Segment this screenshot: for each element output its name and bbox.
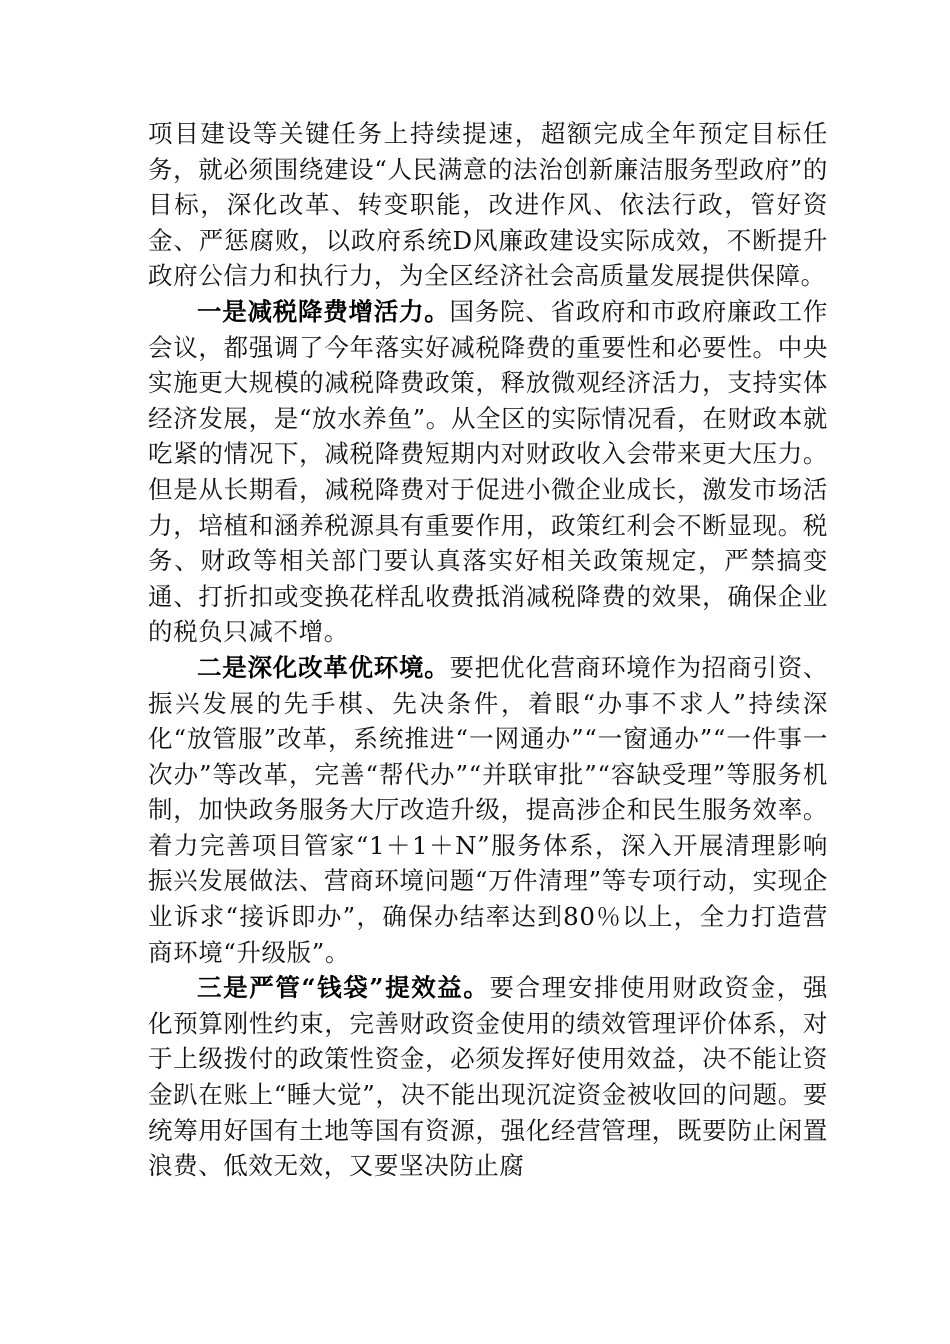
paragraph-fund-management [148,970,828,1184]
paragraph-lead: 二是深化改革优环境。 [197,652,450,682]
paragraph-tax-reduction [148,294,828,650]
document-page [148,116,828,1184]
paragraph-text: 国务院、省政府和市政府廉政工作会议，都强调了今年落实好减税降费的重要性和必要性。中央实施更大规模的减税降费政策，释放微观经济活力，支持实体经济发展，是“放水养鱼”。从全区的实际情况看，在财政本就吃紧的情况下，减税降费短期内对财政收入会带来更大压力。但是从长期看，减税降费对于促进小微企业成长，激发市场活力，培植和涵养税源具有重要作用，政策红利会不断显现。税务、财政等相关部门要认真落实好相关政策规定，严禁搞变通、打折扣或变换花样乱收费抵消减税降费的效果，确保企业的税负只减不增。 [148,296,829,647]
paragraph-text: 要合理安排使用财政资金，强化预算刚性约束，完善财政资金使用的绩效管理评价体系，对于上级拨付的政策性资金，必须发挥好使用效益，决不能让资金趴在账上“睡大觉”，决不能出现沉淀资金被收回的问题。要统筹用好国有土地等国有资源，强化经营管理，既要防止闲置浪费、低效无效，又要坚决防止腐 [148,973,828,1181]
paragraph-lead: 一是减税降费增活力。 [197,296,450,326]
paragraph-text: 项目建设等关键任务上持续提速，超额完成全年预定目标任务，就必须围绕建设“人民满意的法治创新廉洁服务型政府”的目标，深化改革、转变职能，改进作风、依法行政，管好资金、严惩腐败，以政府系统D风廉政建设实际成效，不断提升政府公信力和执行力，为全区经济社会高质量发展提供保障。 [148,119,828,291]
paragraph-text: 要把优化营商环境作为招商引资、振兴发展的先手棋、先决条件，着眼“办事不求人”持续深化“放管服”改革，系统推进“一网通办”“一窗通办”“一件事一次办”等改革，完善“帮代办”“并联审批”“容缺受理”等服务机制，加快政务服务大厅改造升级，提高涉企和民生服务效率。着力完善项目管家“1＋1＋N”服务体系，深入开展清理影响振兴发展做法、营商环境问题“万件清理”等专项行动，实现企业诉求“接诉即办”，确保办结率达到80％以上，全力打造营商环境“升级版”。 [148,652,829,967]
paragraph-reform-environment [148,650,828,970]
paragraph-intro [148,116,828,294]
paragraph-lead: 三是严管“钱袋”提效益。 [197,973,490,1003]
